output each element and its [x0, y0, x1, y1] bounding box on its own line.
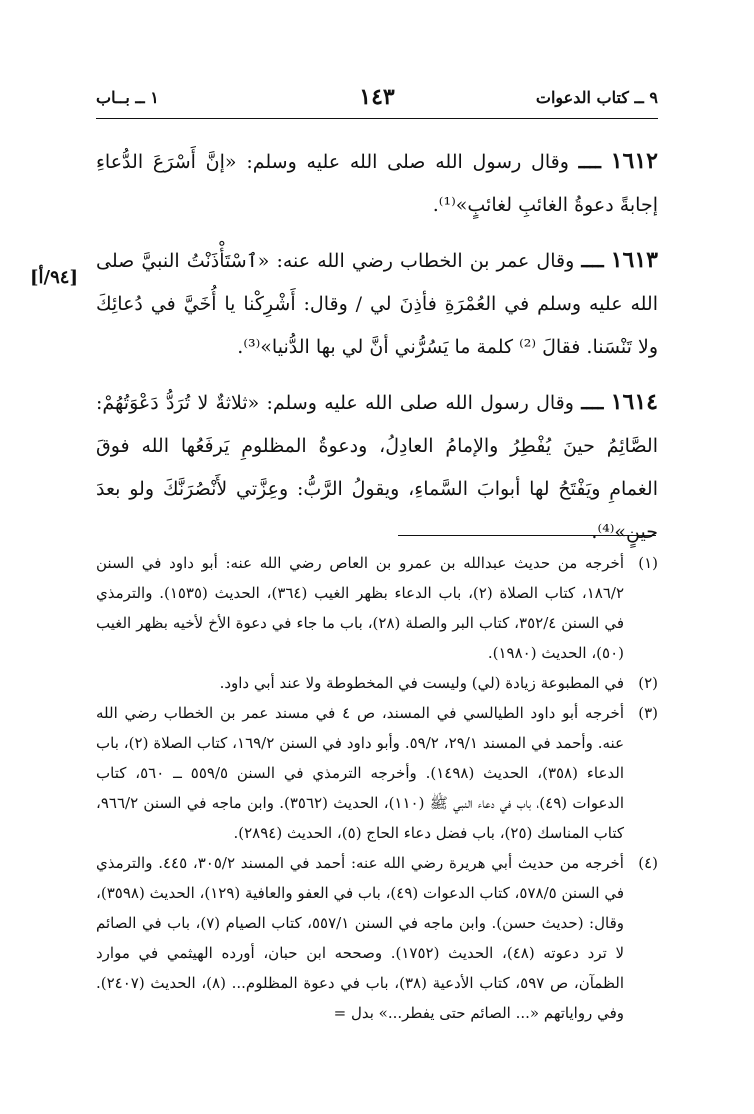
footnote-text: أخرجه من حديث أبي هريرة رضي الله عنه: أحمد في المسند ٣٠٥/٢، ٤٤٥. والترمذي في السنن ٥٧٨/٥، كتاب الدعوات (٤٩)، باب في العفو والعافية (١٢٩)، الحديث (٣٥٩٨)، وقال: (حديث حسن). وابن ماجه في السنن ٥٥٧/١، كتاب الصيام (٧)، باب في الصائم لا ترد دعوته (٤٨)، الحديث (١٧٥٢). وصححه ابن حبان، أورده الهيثمي في موارد الظمآن، ص ٥٩٧، كتاب الأدعية (٣٨)، باب في دعوة المظلوم... (٨)، الحديث (٢٤٠٧). وفي رواياتهم «... الصائم حتى يفطر...» بدل = — [96, 854, 625, 1022]
footnote-text: أخرجه من حديث عبدالله بن عمرو بن العاص رضي الله عنه: أبو داود في السنن ١٨٦/٢، كتاب الصلاة (٢)، باب الدعاء بظهر الغيب (٣٦٤)، الحديث (١٥٣٥). والترمذي في السنن ٣٥٢/٤، كتاب البر والصلة (٢٨)، باب ما جاء في دعوة الأخ لأخيه بظهر الغيب (٥٠)، الحديث (١٩٨٠). — [96, 554, 624, 662]
footnote-1 — [96, 548, 658, 668]
page-header — [96, 86, 658, 119]
hadith-dash: ــــ — [581, 392, 604, 414]
footnotes — [96, 548, 658, 1028]
footnote-text: أخرجه أبو داود الطيالسي في المسند، ص ٤ في مسند عمر بن الخطاب رضي الله عنه. وأحمد في المسند ٢٩/١، ٥٩/٢. وأبو داود في السنن ١٦٩/٢، كتاب الصلاة (٢)، باب الدعاء (٣٥٨)، الحديث (١٤٩٨). وأخرجه الترمذي في السنن ٥٥٩/٥ ــ ٥٦٠، كتاب الدعوات (٤٩)، باب في دعاء النبي ﷺ (١١٠)، الحديث (٣٥٦٢). وابن ماجه في السنن ٩٦٦/٢، كتاب المناسك (٢٥)، باب فضل دعاء الحاج (٥)، الحديث (٢٨٩٤). — [96, 704, 625, 842]
hadith-dash: ــــ — [581, 250, 604, 272]
footnote-mark: (٣) — [638, 704, 658, 722]
footnote-mark: (١) — [638, 554, 658, 572]
section-title: ١ ــ بــاب — [96, 88, 159, 107]
hadith-1612 — [96, 140, 658, 227]
hadith-text: وقال رسول الله صلى الله عليه وسلم: «إنَّ أَسْرَعَ الدُّعاءِ إجابةً دعوةُ الغائبِ لغائبٍ»⁽¹⁾. — [96, 151, 658, 216]
main-text — [96, 140, 658, 566]
page-number: ١٤٣ — [359, 84, 395, 110]
footnote-2 — [96, 668, 658, 698]
hadith-1614 — [96, 381, 658, 554]
hadith-dash: ــــ — [578, 151, 601, 173]
hadith-1613 — [96, 239, 658, 369]
footnote-3 — [96, 698, 658, 848]
hadith-text: وقال رسول الله صلى الله عليه وسلم: «ثلاثةٌ لا تُرَدُّ دَعْوَتُهُمْ: الصَّائِمُ حينَ يُفْطِرُ والإمامُ العادِلُ، ودعوةُ المظلومِ يَرفَعُها الله فوقَ الغمامِ ويَفْتَحُ لها أبوابَ السَّماءِ، ويقولُ الرَّبُّ: وعِزَّتي لأَنْصُرَنَّكَ ولو بعدَ حينٍ»⁽⁴⁾. — [96, 392, 658, 543]
manuscript-folio-note: [٩٤/أ] — [30, 267, 78, 288]
hadith-number: ١٦١٢ — [610, 148, 658, 174]
hadith-number: ١٦١٣ — [610, 247, 658, 273]
footnote-4 — [96, 848, 658, 1028]
footnote-mark: (٤) — [638, 854, 658, 872]
chapter-title: ٩ ــ كتاب الدعوات — [535, 88, 658, 107]
footnote-divider — [398, 535, 656, 536]
hadith-number: ١٦١٤ — [610, 389, 658, 415]
hadith-text: وقال عمر بن الخطاب رضي الله عنه: «ٱسْتَأْذَنْتُ النبيَّ صلى الله عليه وسلم في العُمْرَةِ فأذِنَ لي / وقال: أَشْرِكْنا يا أُخَيَّ في دُعائِكَ ولا تَنْسَنا. فقالَ ⁽²⁾ كلمة ما يَسُرُّني أنَّ لي بها الدُّنيا»⁽³⁾. — [96, 250, 658, 358]
footnote-mark: (٢) — [638, 674, 658, 692]
footnote-text: في المطبوعة زيادة (لي) وليست في المخطوطة ولا عند أبي داود. — [219, 674, 624, 692]
